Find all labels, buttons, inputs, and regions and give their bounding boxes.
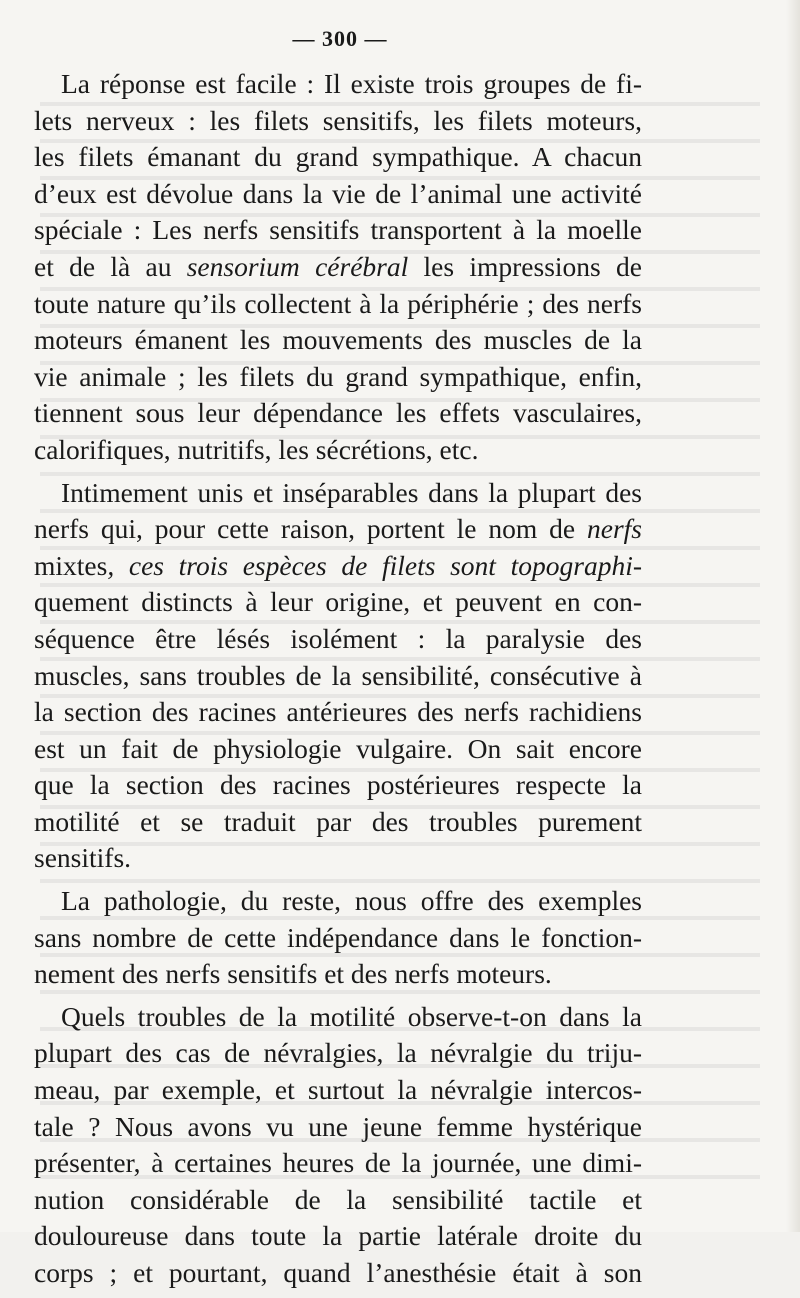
text-line: douloureuse dans toute la partie latérale droite du xyxy=(34,1220,642,1252)
text-line: Intimement unis et inséparables dans la plupart des xyxy=(61,476,642,508)
text-line: est un fait de physiologie vulgaire. On sait encore xyxy=(34,732,642,764)
text-line: et de là au sensorium cérébral les impressions de xyxy=(34,250,642,282)
italic-term: nerfs xyxy=(587,513,642,545)
text-line: Quels troubles de la motilité observe-t-on dans la xyxy=(61,1000,642,1032)
paragraph xyxy=(34,66,642,469)
italic-term: , ces trois espèces de filets sont topographi- xyxy=(107,549,642,581)
body-text xyxy=(34,66,642,1298)
text-line: tale ? Nous avons vu une jeune femme hystérique xyxy=(34,1110,642,1142)
page-number: — 300 — xyxy=(292,26,388,51)
text-line: lets nerveux : les filets sensitifs, les filets moteurs, xyxy=(34,104,642,136)
text-line: La pathologie, du reste, nous offre des exemples xyxy=(61,885,642,917)
page-edge-shadow xyxy=(786,0,800,1232)
text-line: présenter, à certaines heures de la journée, une dimi- xyxy=(34,1147,642,1179)
text-line: calorifiques, nutritifs, les sécrétions, etc. xyxy=(34,433,479,465)
text-line: moteurs émanent les mouvements des muscles de la xyxy=(34,324,642,356)
text-line: sans nombre de cette indépendance dans le fonction- xyxy=(34,921,642,953)
text-line: que la section des racines postérieures respecte la xyxy=(34,769,642,801)
paragraph xyxy=(34,883,642,993)
text-line: mixtes, ces trois espèces de filets sont topographi- xyxy=(34,549,642,581)
text-line: séquence être lésés isolément : la paralysie des xyxy=(34,622,642,654)
text-line: meau, par exemple, et surtout la névralgie intercos- xyxy=(34,1074,642,1106)
paragraph xyxy=(34,999,642,1292)
text-line: nement des nerfs sensitifs et des nerfs moteurs. xyxy=(34,958,552,990)
text-line: tiennent sous leur dépendance les effets vasculaires, xyxy=(34,397,642,429)
text-line: corps ; et pourtant, quand l’anesthésie était à son xyxy=(34,1257,642,1288)
text-line: muscles, sans troubles de la sensibilité, consécutive à xyxy=(34,659,642,691)
text-line: spéciale : Les nerfs sensitifs transportent à la moelle xyxy=(34,214,642,246)
text-line: La réponse est facile : Il existe trois groupes de fi- xyxy=(61,68,642,99)
text-line: nerfs qui, pour cette raison, portent le nom de nerfs xyxy=(34,513,642,545)
text-line: plupart des cas de névralgies, la névralgie du triju- xyxy=(34,1037,642,1069)
text-line: d’eux est dévolue dans la vie de l’animal une activité xyxy=(34,177,642,209)
text-line: nution considérable de la sensibilité tactile et xyxy=(34,1183,642,1215)
text-line: la section des racines antérieures des nerfs rachidiens xyxy=(34,696,642,728)
text-line: sensitifs. xyxy=(34,842,132,874)
italic-term: sensorium cérébral xyxy=(186,250,409,282)
text-line: vie animale ; les filets du grand sympathique, enfin, xyxy=(34,360,642,392)
text-line: les filets émanant du grand sympathique. A chacun xyxy=(34,141,642,173)
text-line: motilité et se traduit par des troubles purement xyxy=(34,805,642,837)
text-line: quement distincts à leur origine, et peuvent en con- xyxy=(34,586,642,618)
paragraph xyxy=(34,475,642,878)
text-line: toute nature qu’ils collectent à la périphérie ; des nerfs xyxy=(34,287,642,319)
